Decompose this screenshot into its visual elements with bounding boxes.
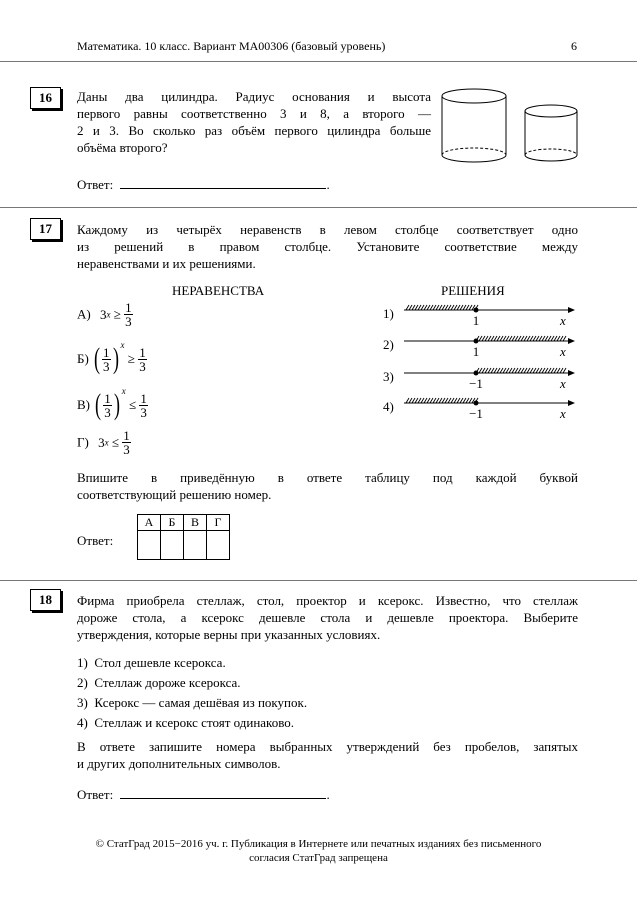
divider <box>0 61 637 62</box>
shading-hatch <box>451 398 454 403</box>
option-number: 3) <box>77 695 88 710</box>
footer-line: © СтатГрад 2015−2016 уч. г. Публикация в Интернете или печатных изданиях без письменного <box>95 838 542 850</box>
shading-hatch <box>545 368 548 373</box>
column-heading-inequalities: НЕРАВЕНСТВА <box>172 283 265 298</box>
axis-arrow <box>568 370 575 376</box>
shading-hatch <box>433 398 436 403</box>
q17-line: Каждому из четырёх неравенств в левом столбце соответствует одно <box>77 222 578 237</box>
shading-hatch <box>500 368 503 373</box>
axis-arrow <box>568 338 575 344</box>
inequality-letter: В) <box>77 397 90 413</box>
base: 3 <box>99 306 107 322</box>
shading-hatch <box>424 305 427 310</box>
q17-instruction-line: соответствующий решению номер. <box>77 487 272 502</box>
option-text: Ксерокс — самая дешёвая из покупок. <box>94 695 308 710</box>
shading-hatch <box>466 305 469 310</box>
inequality-b: Б) ( $\frac{1}{3}$ ) $^x$ ≥ $\frac{1}{3}$ <box>77 340 146 376</box>
shading-hatch <box>497 368 500 373</box>
shading-hatch <box>506 336 509 341</box>
shading-hatch <box>524 368 527 373</box>
shading-hatch <box>500 336 503 341</box>
table-header: В <box>184 515 207 531</box>
relation-sign: ≥ <box>127 351 135 367</box>
number-line <box>404 334 576 360</box>
inequality-letter: А) <box>77 306 91 322</box>
table-header: Б <box>161 515 184 531</box>
shading-hatch <box>560 336 563 341</box>
shading-hatch <box>497 336 500 341</box>
shading-hatch <box>457 398 460 403</box>
answer-cell-g[interactable] <box>207 531 230 560</box>
relation-sign: ≤ <box>129 397 137 413</box>
shading-hatch <box>512 368 515 373</box>
shading-hatch <box>527 368 530 373</box>
solution-label: 2) <box>383 337 394 352</box>
number-line <box>404 396 576 422</box>
answer-cell-b[interactable] <box>161 531 184 560</box>
option-number: 2) <box>77 675 88 690</box>
list-item <box>77 694 307 714</box>
shading-hatch <box>430 398 433 403</box>
q18-line: дороже стола, а ксерокс дешевле стола и дешевле проектора. Выберите <box>77 610 578 625</box>
shading-hatch <box>460 305 463 310</box>
divider <box>0 580 637 581</box>
relation-sign: ≤ <box>111 434 119 450</box>
cylinder-2-top <box>525 105 577 117</box>
shading-hatch <box>454 398 457 403</box>
option-number: 1) <box>77 655 88 670</box>
shading-hatch <box>560 368 563 373</box>
shading-hatch <box>548 336 551 341</box>
q18-footer-line: и других дополнительных символов. <box>77 756 281 771</box>
shading-hatch <box>412 398 415 403</box>
shading-hatch <box>448 398 451 403</box>
answer-row-18: Ответ: . <box>77 787 330 802</box>
shading-hatch <box>421 305 424 310</box>
q17-line: неравенствами и их решениями. <box>77 256 256 271</box>
table-header: А <box>138 515 161 531</box>
answer-table-17 <box>137 514 230 560</box>
shading-hatch <box>488 336 491 341</box>
shading-hatch <box>545 336 548 341</box>
shading-hatch <box>418 305 421 310</box>
page-number: 6 <box>571 39 577 53</box>
axis-variable: x <box>560 406 566 421</box>
shading-hatch <box>521 368 524 373</box>
answer-row-16: Ответ: . <box>77 177 330 192</box>
axis-arrow <box>568 307 575 313</box>
shading-hatch <box>491 336 494 341</box>
exponent: x <box>104 437 109 448</box>
solution-label: 1) <box>383 306 394 321</box>
q18-line: утверждения, которые верны при указанных условиях. <box>77 627 381 642</box>
solution-point <box>474 401 479 406</box>
shading-hatch <box>442 305 445 310</box>
option-text: Стеллаж и ксерокс стоят одинаково. <box>94 715 295 730</box>
shading-hatch <box>542 336 545 341</box>
shading-hatch <box>563 336 566 341</box>
number-line <box>404 366 576 392</box>
shading-hatch <box>463 398 466 403</box>
inequality-letter: Г) <box>77 434 89 450</box>
shading-hatch <box>533 368 536 373</box>
shading-hatch <box>409 305 412 310</box>
shading-hatch <box>485 368 488 373</box>
shading-hatch <box>469 398 472 403</box>
shading-hatch <box>503 336 506 341</box>
shading-hatch <box>548 368 551 373</box>
shading-hatch <box>509 336 512 341</box>
inequality-g <box>77 429 131 456</box>
solution-point <box>474 371 479 376</box>
solution-label: 3) <box>383 369 394 384</box>
question-16-text <box>77 88 431 156</box>
base: 3 <box>98 434 105 450</box>
fraction: $\frac{1}{3}$ <box>123 428 130 457</box>
shading-hatch <box>433 305 436 310</box>
shading-hatch <box>557 368 560 373</box>
shading-hatch <box>557 336 560 341</box>
shading-hatch <box>554 368 557 373</box>
fraction: $\frac{1}{3}$ <box>139 344 146 374</box>
shading-hatch <box>551 336 554 341</box>
shading-hatch <box>430 305 433 310</box>
shading-hatch <box>412 305 415 310</box>
shading-hatch <box>439 398 442 403</box>
shading-hatch <box>494 368 497 373</box>
axis-variable: x <box>560 376 566 391</box>
divider <box>0 207 637 208</box>
question-18-footer <box>77 738 578 772</box>
option-text: Стеллаж дороже ксерокса. <box>94 675 241 690</box>
exponent: x <box>121 386 126 396</box>
q17-line: из решений в правом столбце. Установите соответствие между <box>77 239 578 254</box>
question-number-17: 17 <box>30 218 61 240</box>
page-footer <box>0 837 637 865</box>
q16-line: первого равны соответственно 3 и 8, а второго — <box>77 106 431 121</box>
shading-hatch <box>536 336 539 341</box>
number-line <box>404 303 576 329</box>
fraction: $\frac{1}{3}$ <box>104 390 111 420</box>
shading-hatch <box>539 368 542 373</box>
page-header-title: Математика. 10 класс. Вариант МА00306 (базовый уровень) <box>77 39 386 53</box>
shading-hatch <box>427 305 430 310</box>
exponent: x <box>106 309 111 320</box>
options-list-18 <box>77 654 307 734</box>
shading-hatch <box>442 398 445 403</box>
q18-line: Фирма приобрела стеллаж, стол, проектор и ксерокс. Известно, что стеллаж <box>77 593 578 608</box>
shading-hatch <box>460 398 463 403</box>
inequality-a <box>77 301 133 328</box>
shading-hatch <box>539 336 542 341</box>
shading-hatch <box>551 368 554 373</box>
question-17-text <box>77 221 578 272</box>
shading-hatch <box>406 398 409 403</box>
shading-hatch <box>530 368 533 373</box>
answer-label: Ответ: <box>77 787 114 802</box>
q16-line: объёма второго? <box>77 140 168 155</box>
shading-hatch <box>485 336 488 341</box>
question-number-18: 18 <box>30 589 61 611</box>
shading-hatch <box>415 305 418 310</box>
shading-hatch <box>554 336 557 341</box>
question-number-16: 16 <box>30 87 61 109</box>
shading-hatch <box>406 305 409 310</box>
relation-sign: ≥ <box>113 306 121 322</box>
shading-hatch <box>427 398 430 403</box>
question-17-instructions <box>77 469 578 503</box>
shading-hatch <box>445 305 448 310</box>
shading-hatch <box>491 368 494 373</box>
shading-hatch <box>448 305 451 310</box>
shading-hatch <box>454 305 457 310</box>
column-heading-solutions: РЕШЕНИЯ <box>441 283 505 298</box>
footer-line: согласия СтатГрад запрещена <box>249 852 388 864</box>
answer-cell-a[interactable] <box>138 531 161 560</box>
list-item <box>77 674 307 694</box>
shading-hatch <box>439 305 442 310</box>
cylinders-illustration <box>440 84 580 170</box>
shading-hatch <box>527 336 530 341</box>
shading-hatch <box>515 336 518 341</box>
shading-hatch <box>479 368 482 373</box>
shading-hatch <box>415 398 418 403</box>
question-18-text <box>77 592 578 643</box>
point-label: −1 <box>469 406 483 421</box>
shading-hatch <box>506 368 509 373</box>
axis-variable: x <box>560 313 566 328</box>
option-number: 4) <box>77 715 88 730</box>
shading-hatch <box>512 336 515 341</box>
list-item <box>77 654 307 674</box>
answer-label: Ответ: <box>77 177 114 192</box>
fraction: $\frac{1}{3}$ <box>140 390 147 420</box>
shading-hatch <box>518 336 521 341</box>
shading-hatch <box>482 368 485 373</box>
axis-variable: x <box>560 344 566 359</box>
inequality-letter: Б) <box>77 351 89 367</box>
shading-hatch <box>494 336 497 341</box>
q16-line: Даны два цилиндра. Радиус основания и высота <box>77 89 431 104</box>
shading-hatch <box>524 336 527 341</box>
shading-hatch <box>515 368 518 373</box>
fraction: $\frac{1}{3}$ <box>125 300 132 329</box>
shading-hatch <box>521 336 524 341</box>
shading-hatch <box>542 368 545 373</box>
axis-arrow <box>568 400 575 406</box>
shading-hatch <box>463 305 466 310</box>
shading-hatch <box>563 368 566 373</box>
shading-hatch <box>421 398 424 403</box>
list-item <box>77 714 307 734</box>
point-label: 1 <box>472 313 480 328</box>
q16-line: 2 и 3. Во сколько раз объём первого цилиндра больше <box>77 123 431 138</box>
point-label: 1 <box>472 344 480 359</box>
shading-hatch <box>436 398 439 403</box>
inequality-v: В) ( $\frac{1}{3}$ ) $^x$ ≤ $\frac{1}{3}$ <box>77 386 147 422</box>
exponent: x <box>120 340 125 350</box>
shading-hatch <box>409 398 412 403</box>
shading-hatch <box>469 305 472 310</box>
answer-label-17: Ответ: <box>77 533 114 548</box>
solution-point <box>474 308 479 313</box>
shading-hatch <box>488 368 491 373</box>
cylinder-1-top <box>442 89 506 103</box>
q18-footer-line: В ответе запишите номера выбранных утверждений без пробелов, запятых <box>77 739 578 754</box>
q17-instruction-line: Впишите в приведённую в ответе таблицу под каждой буквой <box>77 470 578 485</box>
option-text: Стол дешевле ксерокса. <box>94 655 226 670</box>
shading-hatch <box>466 398 469 403</box>
shading-hatch <box>445 398 448 403</box>
answer-cell-v[interactable] <box>184 531 207 560</box>
fraction: $\frac{1}{3}$ <box>103 344 110 374</box>
answer-field-16[interactable] <box>120 176 326 189</box>
point-label: −1 <box>469 376 483 391</box>
shading-hatch <box>482 336 485 341</box>
shading-hatch <box>451 305 454 310</box>
shading-hatch <box>424 398 427 403</box>
answer-field-18[interactable] <box>120 786 326 799</box>
shading-hatch <box>536 368 539 373</box>
shading-hatch <box>418 398 421 403</box>
shading-hatch <box>503 368 506 373</box>
solution-label: 4) <box>383 399 394 414</box>
shading-hatch <box>530 336 533 341</box>
solution-point <box>474 339 479 344</box>
table-header: Г <box>207 515 230 531</box>
shading-hatch <box>457 305 460 310</box>
shading-hatch <box>509 368 512 373</box>
shading-hatch <box>436 305 439 310</box>
shading-hatch <box>533 336 536 341</box>
shading-hatch <box>518 368 521 373</box>
shading-hatch <box>479 336 482 341</box>
